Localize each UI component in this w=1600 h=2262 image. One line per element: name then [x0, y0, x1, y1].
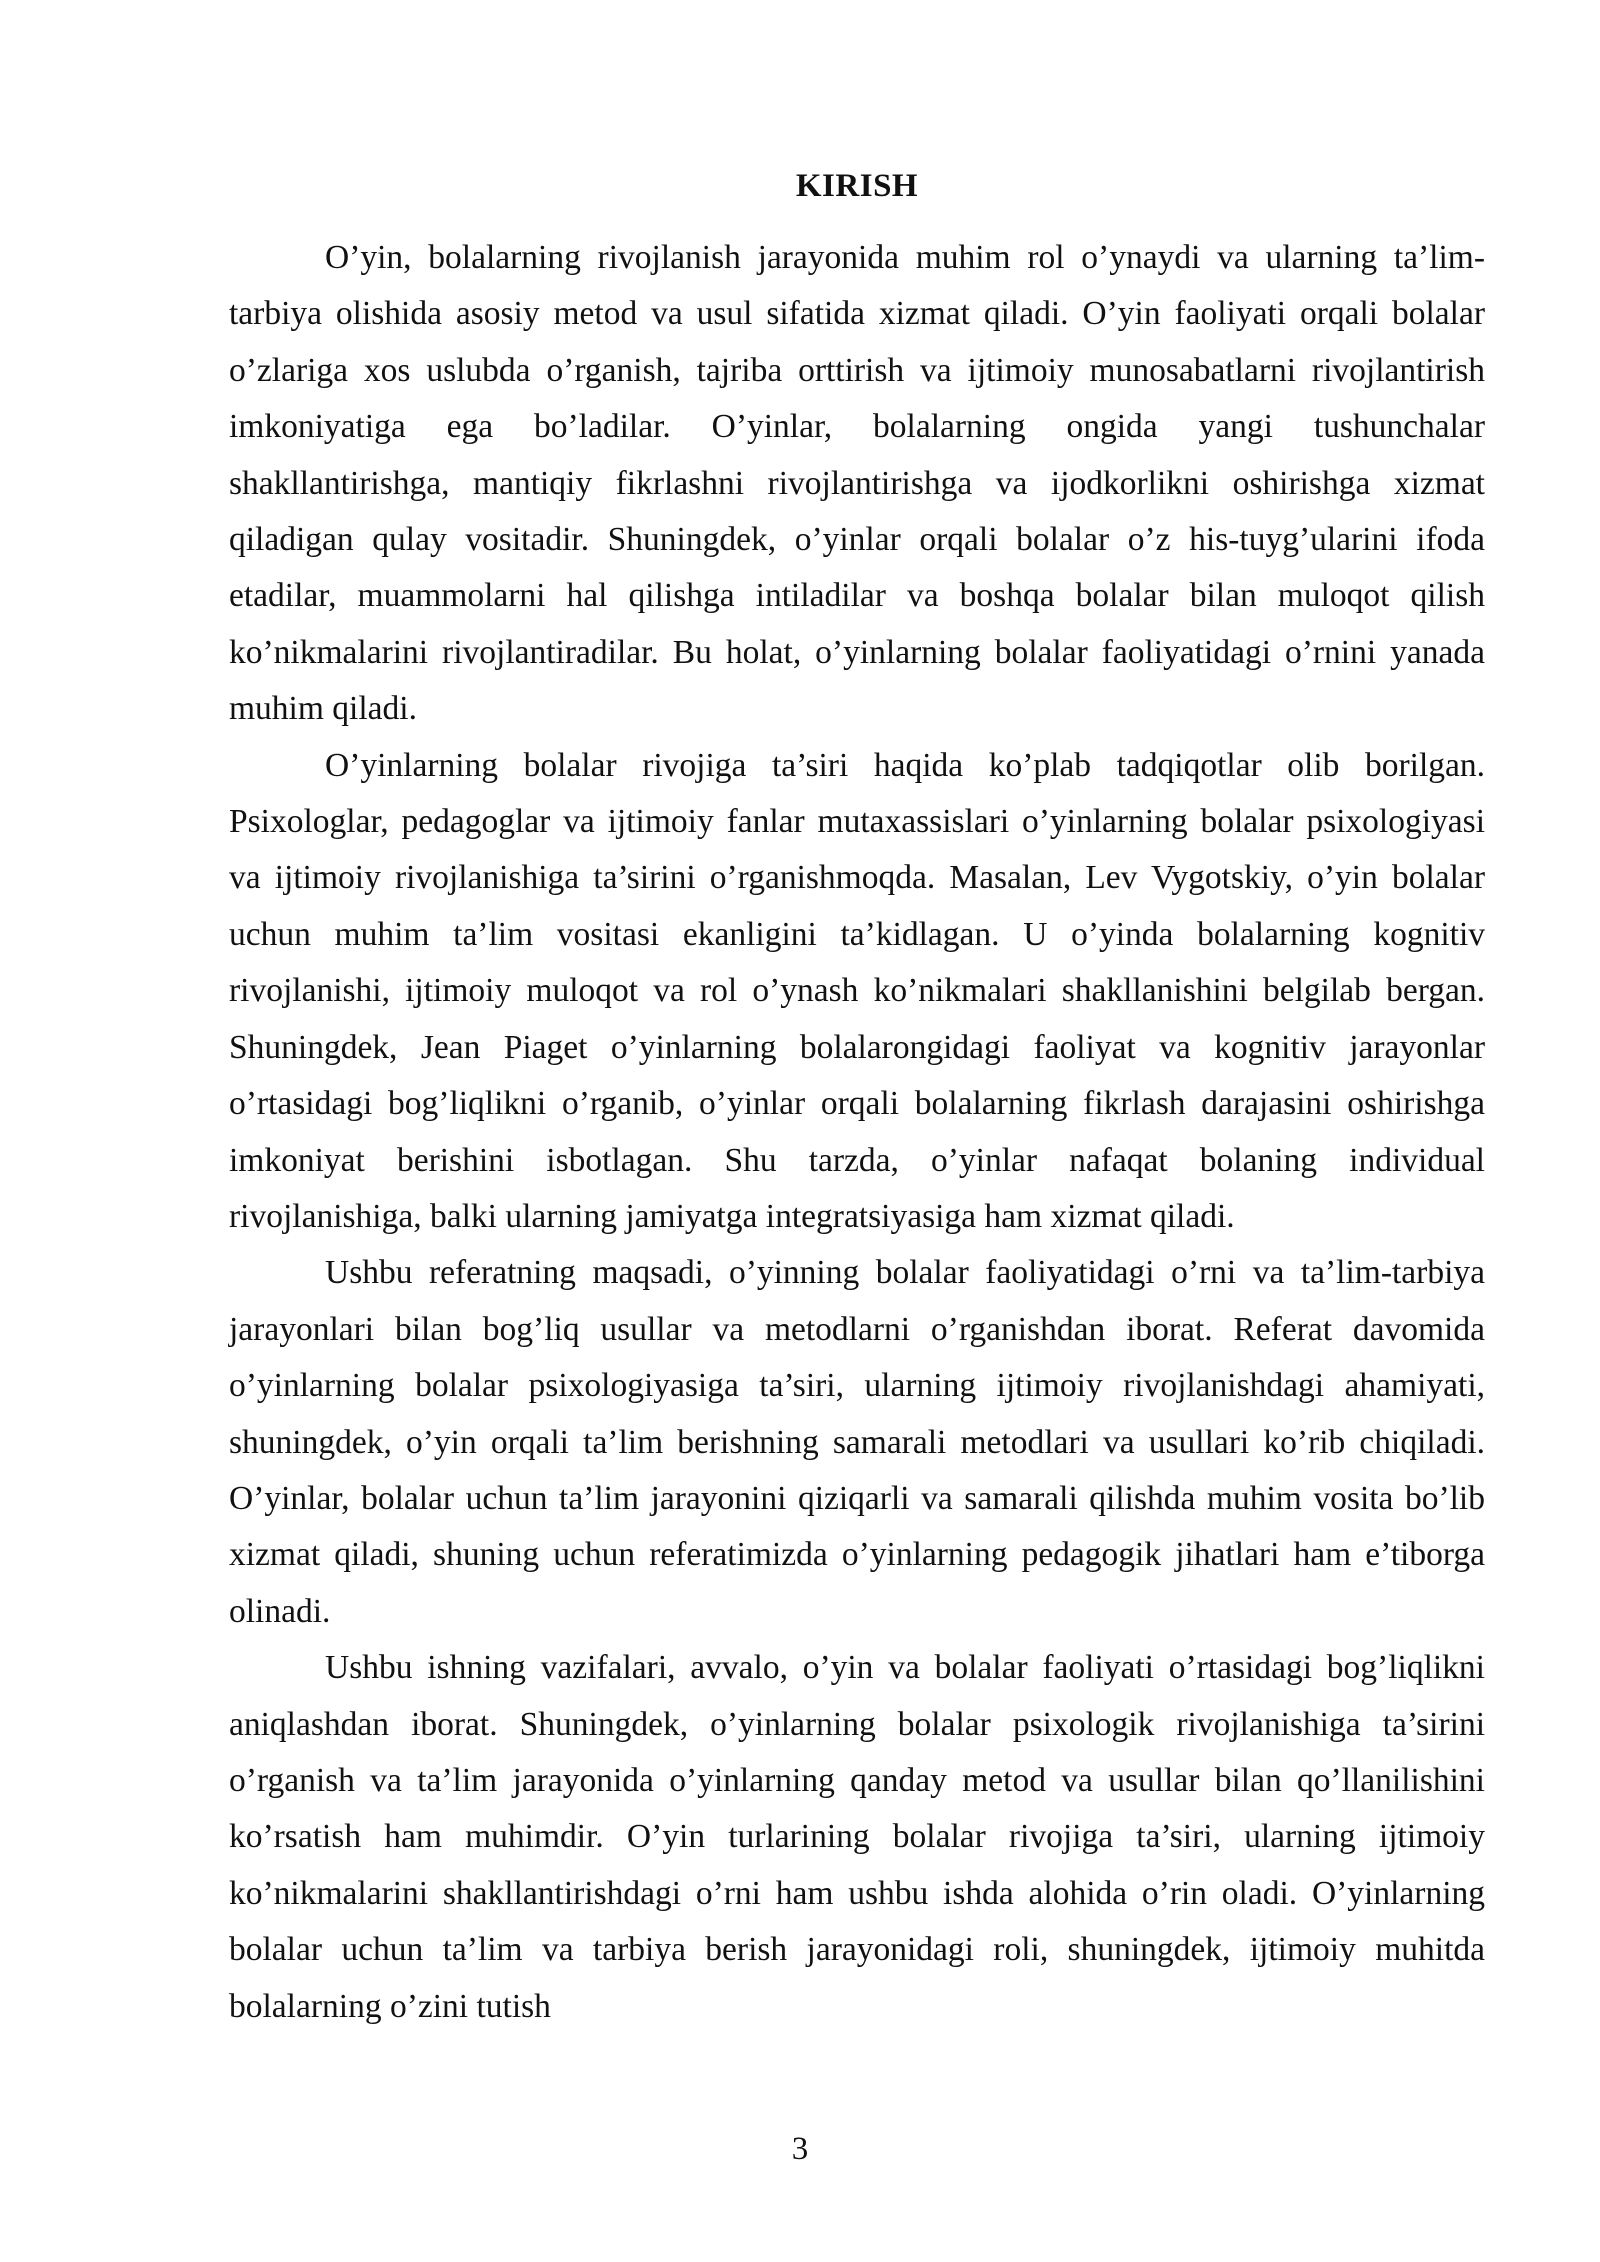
- paragraph-4: Ushbu ishning vazifalari, avvalo, o’yin va bolalar faoliyati o’rtasidagi bog’liqlikni aniqlashdan iborat. Shuningdek, o’yinlarning bolalar psixologik rivojlanishiga ta’sirini o’rganish va ta’lim jarayonida o’yinlarning qanday metod va usullar bilan qo’llanilishini ko’rsatish ham muhimdir. O’yin turlarining bolalar rivojiga ta’siri, ularning ijtimoiy ko’nikmalarini shakllantirishdagi o’rni ham ushbu ishda alohida o’rin oladi. O’yinlarning bolalar uchun ta’lim va tarbiya berish jarayonidagi roli, shuningdek, ijtimoiy muhitda bolalarning o’zini tutish: [229, 1649, 1485, 2025]
- paragraph-3: Ushbu referatning maqsadi, o’yinning bolalar faoliyatidagi o’rni va ta’lim-tarbiya jarayonlari bilan bog’liq usullar va metodlarni o’rganishdan iborat. Referat davomida o’yinlarning bolalar psixologiyasiga ta’siri, ularning ijtimoiy rivojlanishdagi ahamiyati, shuningdek, o’yin orqali ta’lim berishning samarali metodlari va usullari ko’rib chiqiladi. O’yinlar, bolalar uchun ta’lim jarayonini qiziqarli va samarali qilishda muhim vosita bo’lib xizmat qiladi, shuning uchun referatimizda o’yinlarning pedagogik jihatlari ham e’tiborga olinadi.: [229, 1254, 1485, 1630]
- section-title: KIRISH: [795, 168, 919, 204]
- page-number: 3: [791, 2131, 809, 2167]
- page-content: [229, 162, 1485, 2035]
- paragraph-1: O’yin, bolalarning rivojlanish jarayonida muhim rol o’ynaydi va ularning ta’lim-tarbiya olishida asosiy metod va usul sifatida xizmat qiladi. O’yin faoliyati orqali bolalar o’zlariga xos uslubda o’rganish, tajriba orttirish va ijtimoiy munosabatlarni rivojlantirish imkoniyatiga ega bo’ladilar. O’yinlar, bolalarning ongida yangi tushunchalar shakllantirishga, mantiqiy fikrlashni rivojlantirishga va ijodkorlikni oshirishga xizmat qiladigan qulay vositadir. Shuningdek, o’yinlar orqali bolalar o’z his-tuyg’ularini ifoda etadilar, muammolarni hal qilishga intiladilar va boshqa bolalar bilan muloqot qilish ko’nikmalarini rivojlantiradilar. Bu holat, o’yinlarning bolalar faoliyatidagi o’rnini yanada muhim qiladi.: [229, 239, 1485, 728]
- paragraph-2: O’yinlarning bolalar rivojiga ta’siri haqida ko’plab tadqiqotlar olib borilgan. Psixologlar, pedagoglar va ijtimoiy fanlar mutaxassislari o’yinlarning bolalar psixologiyasi va ijtimoiy rivojlanishiga ta’sirini o’rganishmoqda. Masalan, Lev Vygotskiy, o’yin bolalar uchun muhim ta’lim vositasi ekanligini ta’kidlagan. U o’yinda bolalarning kognitiv rivojlanishi, ijtimoiy muloqot va rol o’ynash ko’nikmalari shakllanishini belgilab bergan. Shuningdek, Jean Piaget o’yinlarning bolalarongidagi faoliyat va kognitiv jarayonlar o’rtasidagi bog’liqlikni o’rganib, o’yinlar orqali bolalarning fikrlash darajasini oshirishga imkoniyat berishini isbotlagan. Shu tarzda, o’yinlar nafaqat bolaning individual rivojlanishiga, balki ularning jamiyatga integratsiyasiga ham xizmat qiladi.: [229, 746, 1485, 1235]
